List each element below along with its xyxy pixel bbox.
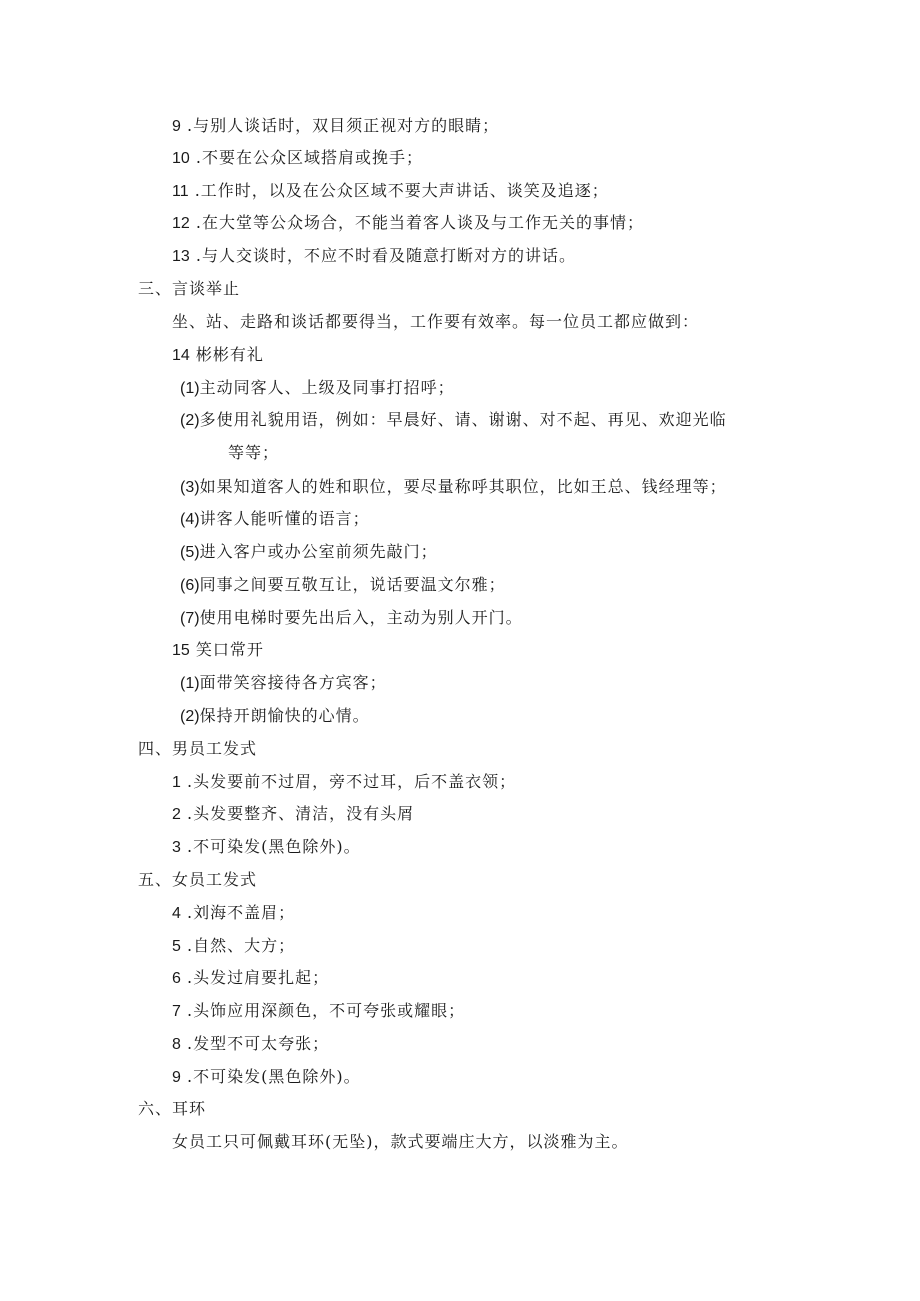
list-item: 3 .不可染发(黑色除外)。 (172, 837, 361, 856)
list-item: 2 .头发要整齐、清洁，没有头屑 (172, 804, 415, 823)
list-item: 10 .不要在公众区域搭肩或挽手； (172, 148, 423, 167)
list-item: (2)多使用礼貌用语，例如：早晨好、请、谢谢、对不起、再见、欢迎光临 (180, 410, 727, 429)
list-item: (5)进入客户或办公室前须先敲门； (180, 542, 438, 561)
list-item: 6 .头发过肩要扎起； (172, 968, 330, 987)
list-item: (1)面带笑容接待各方宾客； (180, 673, 387, 692)
list-item: 4 .刘海不盖眉； (172, 903, 296, 922)
list-item: (1)主动同客人、上级及同事打招呼； (180, 378, 455, 397)
list-item: (6)同事之间要互敬互让，说话要温文尔雅； (180, 575, 506, 594)
section-heading: 六、耳环 (138, 1099, 207, 1118)
list-item: 7 .头饰应用深颜色，不可夸张或耀眼； (172, 1001, 466, 1020)
subheading: 15 笑口常开 (172, 640, 264, 659)
subheading: 14 彬彬有礼 (172, 345, 264, 364)
list-item-continuation: 等等； (228, 443, 280, 462)
list-item: 8 .发型不可太夸张； (172, 1034, 330, 1053)
list-item: 9 .不可染发(黑色除外)。 (172, 1067, 361, 1086)
section-heading: 三、言谈举止 (138, 279, 241, 298)
section-heading: 四、男员工发式 (138, 739, 258, 758)
section-intro: 坐、站、走路和谈话都要得当，工作要有效率。每一位员工都应做到： (172, 312, 700, 331)
list-item: 1 .头发要前不过眉，旁不过耳，后不盖衣领； (172, 772, 517, 791)
section-heading: 五、女员工发式 (138, 870, 258, 889)
paragraph: 女员工只可佩戴耳环(无坠)，款式要端庄大方，以淡雅为主。 (172, 1132, 629, 1151)
list-item: (7)使用电梯时要先出后入，主动为别人开门。 (180, 608, 523, 627)
list-item: 11 .工作时，以及在公众区域不要大声讲话、谈笑及追逐； (172, 181, 609, 200)
list-item: 13 .与人交谈时，不应不时看及随意打断对方的讲话。 (172, 246, 576, 265)
list-item: 12 .在大堂等公众场合，不能当着客人谈及与工作无关的事情； (172, 213, 644, 232)
list-item: (2)保持开朗愉快的心情。 (180, 706, 370, 725)
list-item: 5 .自然、大方； (172, 936, 296, 955)
list-item: 9 .与别人谈话时，双目须正视对方的眼睛； (172, 116, 500, 135)
list-item: (4)讲客人能听懂的语言； (180, 509, 370, 528)
list-item: (3)如果知道客人的姓和职位，要尽量称呼其职位，比如王总、钱经理等； (180, 477, 727, 496)
